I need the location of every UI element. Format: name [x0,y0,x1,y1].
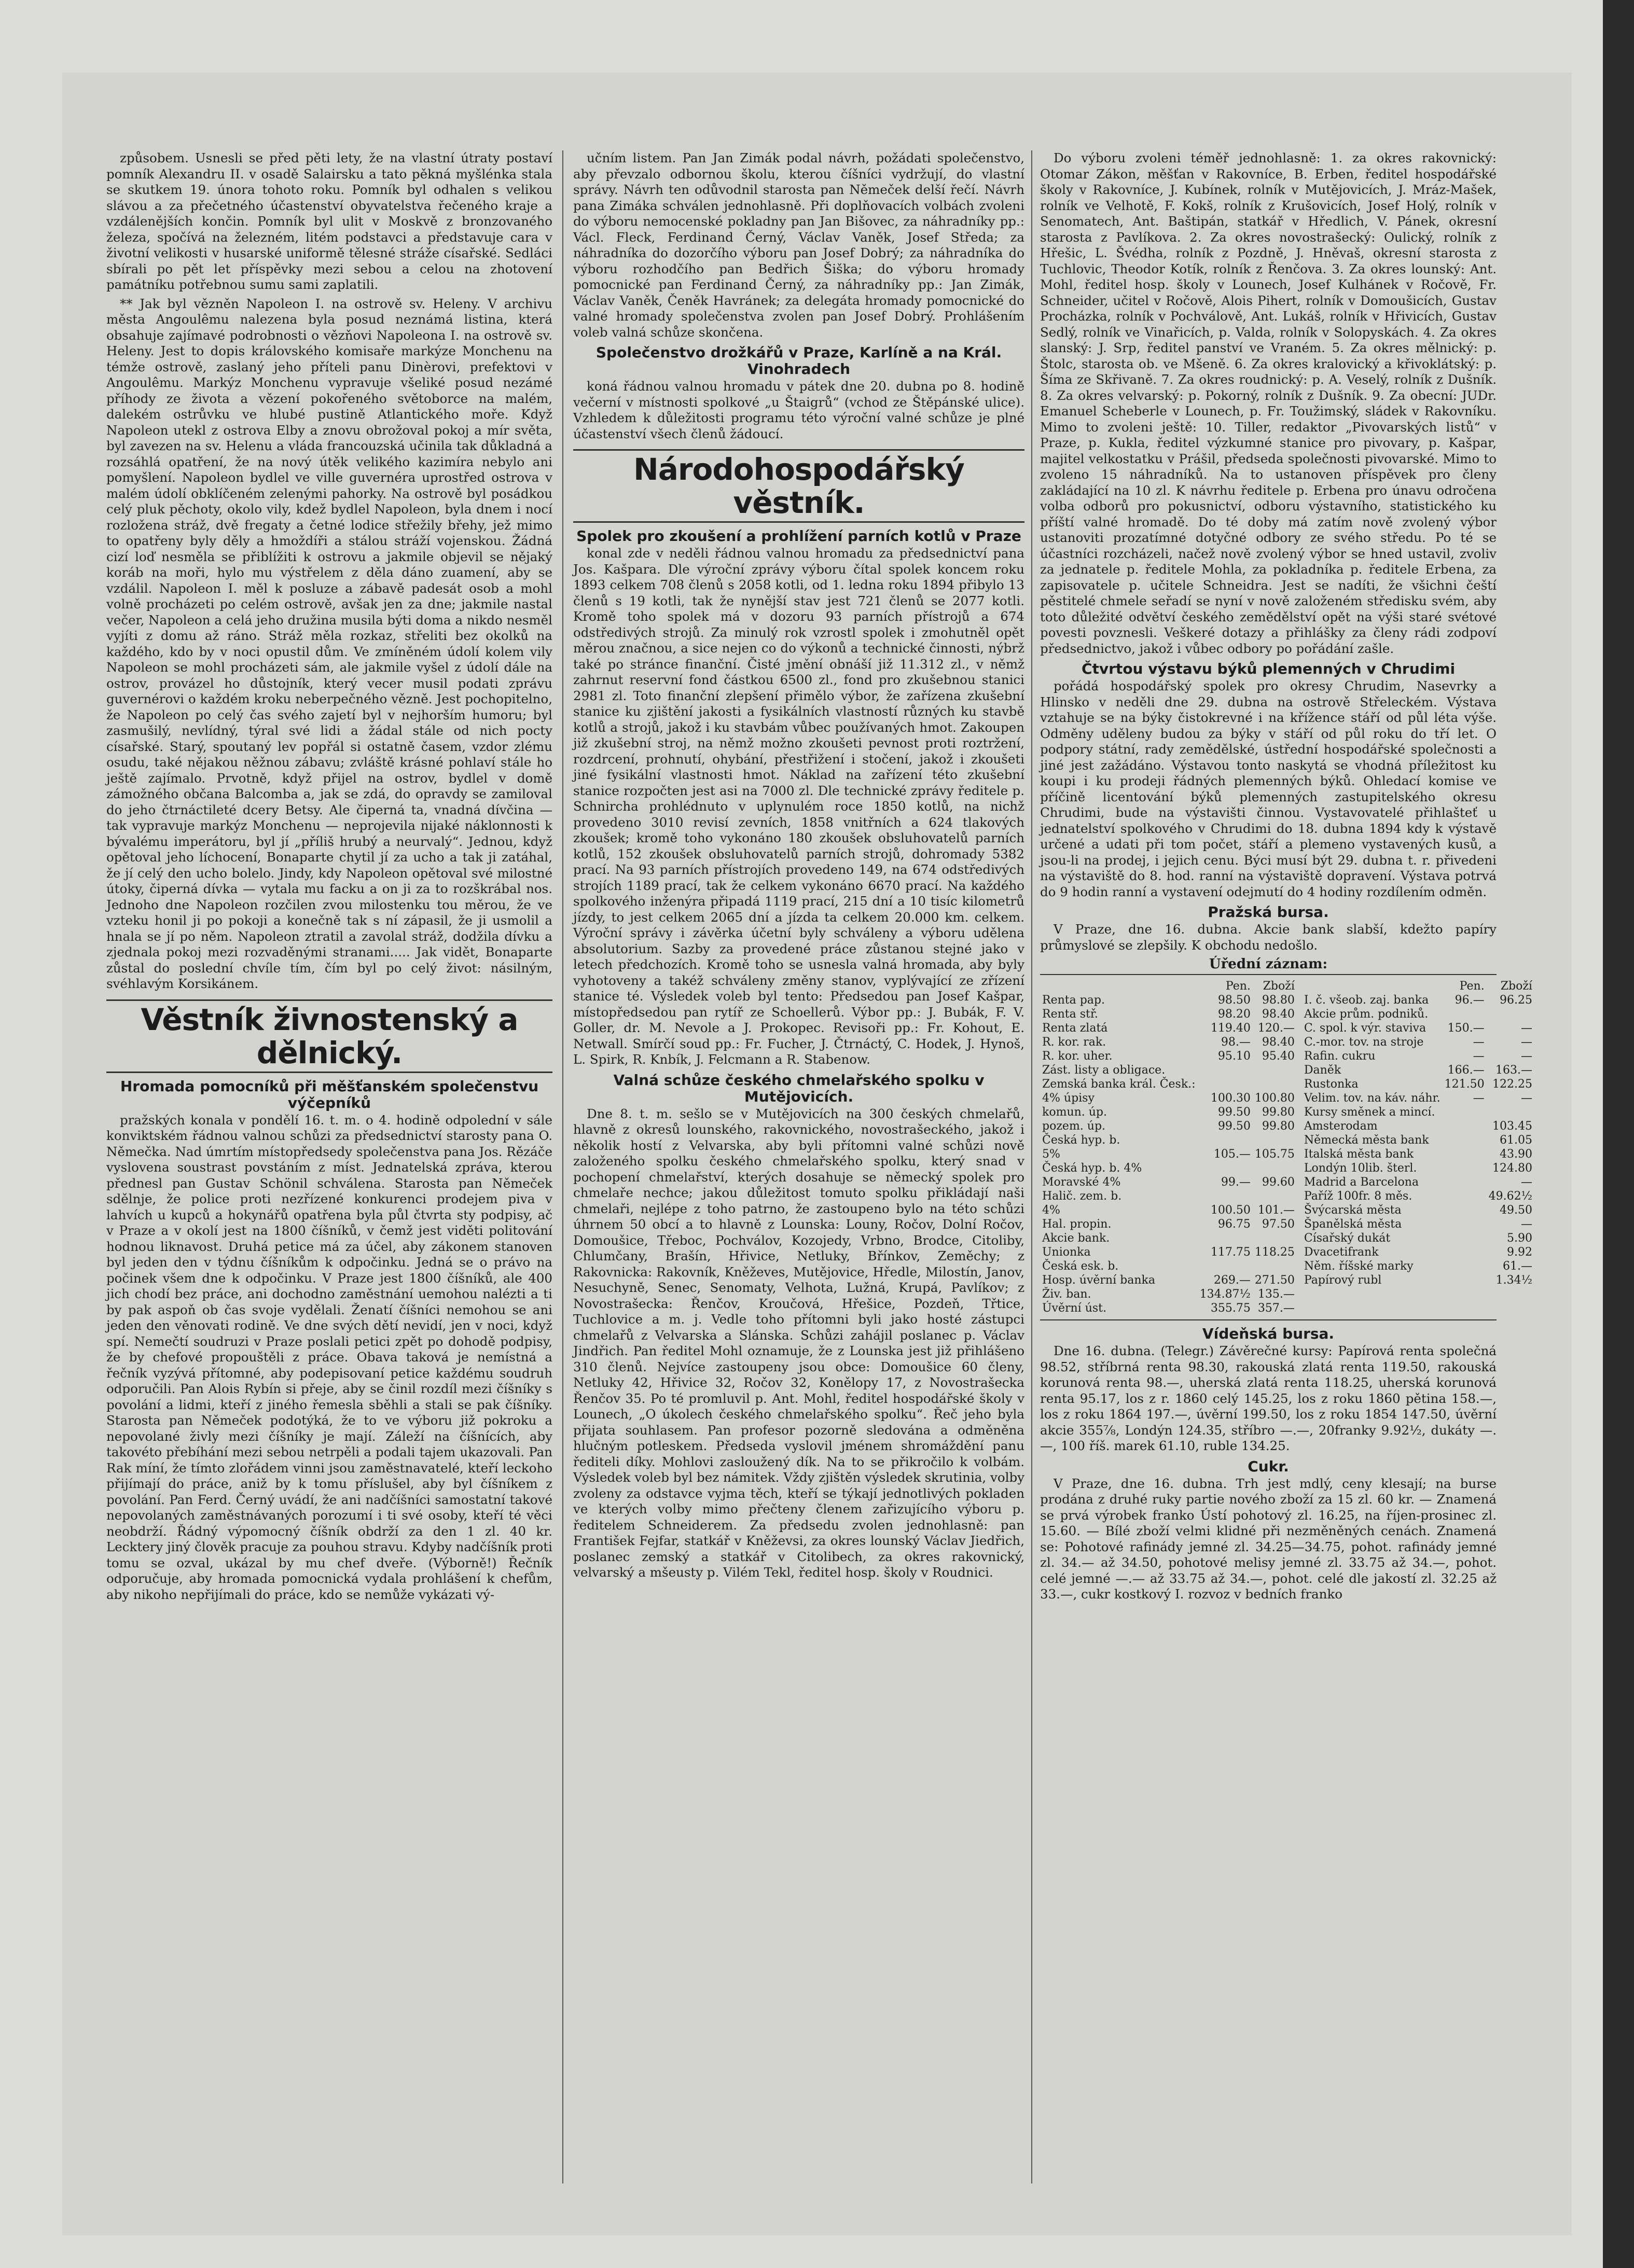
table-row [1040,1287,1297,1301]
table-row [1302,1189,1534,1203]
article-heading: Cukr. [1248,1457,1289,1475]
table-cell-value [1198,1259,1253,1273]
article-heading: Valná schůze českého chmelařského spolku v Mutějovicích. [613,1071,985,1105]
table-cell-label: Akcie bank. [1042,1232,1110,1245]
article-text: koná řádnou valnou hromadu v pátek dne 20. dubna po 8. hodině večerní v místnosti spolkové „u Štaigrů“ (vchod ze Štěpánské ulice). Vzhledem k důležitosti programu této výroční valné schůze je plné účastenství všech členů žádoucí. [573,379,1024,441]
header-pen: Pen. [1459,980,1485,993]
table-cell-value: 97.50 [1262,1218,1295,1231]
table-cell-value: 100.50 [1210,1204,1251,1217]
table-cell-value: 150.— [1447,1022,1485,1035]
section-title: Věstník živnostenský a dělnický. [106,999,552,1073]
table-cell-value: 269.— [1213,1274,1251,1287]
table-row [1040,1189,1297,1203]
table-cell-label: Londýn 10lib. šterl. [1304,1162,1417,1175]
table-cell-value [1443,1245,1487,1259]
table-row [1040,1063,1297,1077]
table-cell-value [1443,1105,1487,1119]
table-cell-value: — [1473,1050,1485,1063]
table-cell-value: 166.— [1447,1064,1485,1077]
table-cell-value: 119.40 [1210,1022,1251,1035]
table-cell-value [1198,1189,1253,1203]
table-cell-value [1443,1259,1487,1273]
table-cell-value [1443,1161,1487,1175]
article-text: Dne 8. t. m. sešlo se v Mutějovicích na 300 českých chmelařů, hlavně z okresů lounského, rakovnického, novostrašeckého, jakož i několik hostí z Velvarska, aby byli přítomni valné schůzi nově založeného spolku českého chmelařského spolku, který snad v pochopení chmelařství, kterých dosahuje se německý spolek pro chmelaře nechce; jakou důležitost tomuto spolku přikládají naši chmelaři, nejlépe z toho patrno, že zastoupeno bylo na této schůzi úhrnem 50 obcí a to hlavně z Lounska: Louny, Ročov, Dolní Ročov, Domoušice, Třeboc, Pochválov, Kozojedy, Vrbno, Brodce, Citoliby, Chlumčany, Brašín, Hřivice, Netluky, Břínkov, Zeměchy; z Rakovnicka: Rakovník, Kněževes, Mutějovice, Hředle, Milostín, Janov, Nesuchyně, Senec, Senomaty, Velhota, Lužná, Krupá, Pavlíkov; z Novostrašecka: Řenčov, Kroučová, Hřešice, Pozdeň, Třtice, Tuchlovice a m. j. Vedle toho přítomni byli jako hosté zástupci chmelařů z Velvarska a Slánska. Schůzi zahájil poslanec p. Václav Jindřich. Pan ředitel Mohl oznamuje, že z Lounska jest již přihlášeno 310 členů. Nejvíce zastoupeny jsou obce: Domoušice 60 členy, Netluky 42, Hřivice 32, Ročov 32, Konělopy 17, z Novostrašecka Řenčov 35. Po té promluvil p. Ant. Mohl, ředitel hospodářské školy v Lounech, „O úkolech českého chmelařského spolku“. Řeč jeho byla přijata souhlasem. Pan profesor pozorně sledována a odměněna hlučným potleskem. Předseda vyslovil jménem shromáždění panu řediteli díky. Mohlovi zasloužený dík. Na to se přikročilo k volbám. Výsledek voleb byl bez námitek. Vždy zjištěn výsledek skrutinia, volby zvoleny za odstavce vyjma těch, kteří se týkají jednotlivých pokladen ve kterých volby mimo přečteny členem zařizujícího výboru p. ředitelem Schneiderem. Za předsedu zvolen jednohlasně: pan František Fejfar, statkář v Kněževsi, za okres lounský Václav Jiedřich, poslanec zemský a statkář v Citolibech, za okres rakovnický, velvarský a mšeusty p. Vilém Tekl, ředitel hosp. školy v Roudnici. [573,1106,1024,1580]
table-row [1040,1161,1297,1175]
table-cell-value [1253,1133,1297,1147]
table-cell-label: R. kor. uher. [1042,1050,1113,1063]
article-heading: Hromada pomocníků při měšťanském společenstvu výčepníků [120,1077,539,1111]
table-row [1040,1119,1297,1133]
table-cell-value [1443,1231,1487,1245]
table-cell-value: 163.— [1495,1064,1532,1077]
table-title: Úřední záznam: [1209,956,1328,972]
table-row [1040,1203,1297,1217]
table-row [1040,1147,1297,1161]
table-row [1302,1217,1534,1231]
table-row [1040,1175,1297,1189]
table-cell-value: 99.50 [1217,1120,1251,1133]
table-cell-label: Rafin. cukru [1304,1050,1376,1063]
table-cell-value [1443,1133,1487,1147]
article-text: způsobem. Usnesli se před pěti lety, že na vlastní útraty postaví pomník Alexandru II. v osadě Salairsku a tato pěkná myšlénka stala se skutkem 19. února tohoto roku. Pomník byl odhalen s velikou slávou a za přečetného účastenství obyvatelstva řečeného kraje a vzdálenějších končin. Pomník byl ulit v Moskvě z bronzovaného železa, spočívá na železném, litém podstavci a představuje cara v životní velikosti v husarské uniformě tělesné stráže císařské. Sedláci sbírali po pět let příspěvky mezi sebou a celou na zhotovení památníku potřebnou sumu sami zaplatili. [106,150,552,292]
header-zbozi: Zboží [1500,980,1532,993]
table-cell-label: Amsterodam [1304,1120,1378,1133]
scan-edge [1603,0,1634,2268]
table-cell-label: Daněk [1304,1064,1341,1077]
table-cell-label: Hosp. úvěrní banka [1042,1274,1155,1287]
table-cell-label: Císařský dukát [1304,1232,1391,1245]
table-row [1040,1091,1297,1105]
table-cell-value: 43.90 [1499,1148,1532,1161]
table-cell-value: — [1520,1050,1532,1063]
table-cell-label: Renta pap. [1042,994,1105,1007]
table-cell-value [1198,1231,1253,1245]
table-cell-value: 96.75 [1217,1218,1251,1231]
table-cell-value: — [1520,1092,1532,1105]
table-header-row [1302,979,1534,993]
table-cell-value: 61.05 [1499,1134,1532,1147]
table-cell-value: 105.75 [1254,1148,1295,1161]
stock-table [1040,974,1532,1320]
table-cell-value: 118.25 [1254,1246,1295,1259]
article-text: V Praze, dne 16. dubna. Trh jest mdlý, ceny klesají; na burse prodána z druhé ruky partie nového zboží za 15 zl. 60 kr. — Znamená se prvá výrobek franko Ústí pohotový zl. 16.25, na říjen-prosinec zl. 15.60. — Bílé zboží velmi klidné při nezměněných cenách. Znamená se: Pohotové rafinády jemné zl. 34.25—34.75, pohot. rafinády jemné zl. 34.— až 34.50, pohotové melisy jemné zl. 33.75 až 34.—, pohot. celé jemné —.— až 33.75 až 34.—, pohot. celé dle jakostí zl. 32.25 až 33.—, cukr kostkový I. rozvoz v bedních franko [1040,1476,1497,1602]
table-row [1302,1021,1534,1035]
table-cell-value: 100.30 [1210,1092,1251,1105]
table-cell-value [1443,1119,1487,1133]
table-cell-value: 122.25 [1492,1078,1532,1091]
table-cell-value: 98.— [1221,1036,1251,1049]
section-title: Národohospodářský věstník. [573,449,1024,523]
article-napoleon: ** Jak byl vězněn Napoleon I. na ostrově sv. Heleny. V archivu města Angoulêmu nalezena byla posud neznámá listina, která obsahuje zajímavé podrobnosti o vězňovi Napoleona I. na ostrově sv. Heleny. Jest to dopis královského komisaře markýze Monchenu na témže ostrově, zaslaný jeho příteli panu Dinèrovi, prefektovi v Angoulêmu. Markýz Monchenu vypravuje všeliké posud nezámé příhody ze života a vězení pokořeného světoborce na malém, dalekém ostrůvku ve hlubé pustině Atlantického moře. Když Napoleon utekl z ostrova Elby a znovu obrožoval pokoj a mír světa, byl zavezen na sv. Helenu a vláda francouzská učinila tak důkladná a rozsáhlá opatření, že na nový útěk velikého kazimíra nebylo ani pomyšlení. Napoleon bydlel ve ville guvernéra uprostřed ostrova v malém údolí obklíčeném zelenými pahorky. Na ostrově byl posádkou celý pluk pěchoty, okolo vily, kdež bydlel Napoleon, byla dnem i nocí rozložena stráž, dvě fregaty a četné lodice střežily břehy, jež mimo to opatřeny byly děly a hmoždíři a stálou stráží vojenskou. Žádná cizí loď nesměla se přiblížiti k ostrovu a jakmile objevil se nějaký koráb na moři, hylo mu výstřelem z děla dáno zuamení, aby se vzdálil. Napoleon I. měl k posluze a zábavě padesát osob a mohl volně procházeti po celém ostrově, avšak jen za dne; jakmile nastal večer, Napoleon a celá jeho družina musila býti doma a nikdo nesměl vyjíti z domu až ráno. Stráž měla rozkaz, střeliti bez okolků na každého, kdo by v noci opustil dům. Ve zmíněném údolí kolem vily Napoleon se mohl procházeti sám, ale jakmile vyšel z údolí dále na ostrov, provázel ho důstojník, který vecer musil podati zprávu guvernérovi o každém kroku neberpečného vězně. Jest pochopitelno, že Napoleon po celý čas svého zajetí byl v nejhorším humoru; byl zasmušilý, nevlídný, týral své lidi a žádal stále od nich pocty císařské. Starý, spoutaný lev popřál si ostatně časem, vzdor zlému osudu, také nějakou něžnou zábavu; zvláště krásné pohlaví stále ho ještě zajímalo. Prvotně, když přijel na ostrov, bydlel v domě zámožného občana Balcomba a, jak se zdá, do opravdy se zamiloval do jeho čtrnáctileté dcery Betsy. Ale čiperná ta, vnadná dívčina — tak vypravuje markýz Monchenu — neprojevila nijaké náklonnosti k bývalému imperátoru, byl jí „příliš hrubý a neurvalý“. Jednou, když opětoval jeho líchocení, Bonaparte chytil jí za ucho a tak ji zatáhal, že jí celý den ucho bolelo. Jindy, kdy Napoleon opětoval své milostné útoky, čiperná dívka — vytala mu facku a on ji za to rozškrábal nos. Jednoho dne Napoleon rozčilen zvou milostenku tou měrou, že ve vzteku honil ji po pokoji a konečně tak s ní zápasil, že ji usmolil a hnala se jí po něm. Napoleon ztratil a zavolal stráž, dodžila dívku a zjednala pokoj mezi rozvaděnými stranami..... Jak vidět, Bonaparte zůstal do poslední chvíle tím, čím byl po celý život: násilným, svéhlavým Korsikánem. [106,296,552,991]
table-cell-value: 103.45 [1492,1120,1532,1133]
table-row [1302,1273,1534,1287]
article-heading: Čtvrtou výstavu býků plemenných v Chrudimi [1081,660,1456,677]
table-cell-value: 49.50 [1499,1204,1532,1217]
column-1 [106,150,552,2183]
article-text: Do výboru zvoleni téměř jednohlasně: 1. za okres rakovnický: Otomar Zákon, měšťan v Rakovníce, B. Erben, ředitel hospodářské školy v Rakovníce, J. Kubínek, rolník v Mutějovicích, J. Mráz-Mašek, rolník ve Velhotě, F. Kokš, rolník z Krušovicích, Josef Holý, rolník v Senomatech, Ant. Baštipán, statkář v Hředlich, V. Pánek, okresní starosta z Pavlíkova. 2. Za okres novostrašecký: Oulický, rolník z Hřešic, L. Švédha, rolník z Pozdně, J. Hněvaš, okresní starosta z Tuchlovic, Theodor Kotík, rolník z Řenčova. 3. Za okres lounský: Ant. Mohl, ředitel hosp. školy v Lounech, Josef Kulhánek v Ročově, Fr. Schneider, učitel v Ročově, Alois Pihert, rolník v Domoušicích, Gustav Procházka, rolník v Pochválově, Ant. Lukáš, rolník v Hřivicích, Gustav Sedlý, rolník ve Vinařicích, p. Valda, rolník v Solopyskách. 4. Za okres slanský: J. Srp, ředitel panství ve Vraném. 5. Za okres mělnický: p. Štolc, starosta ob. ve Mšeně. 6. Za okres kralovický a křivoklátský: p. Šíma ze Skřivaně. 7. Za okres roudnický: p. A. Veselý, rolník z Dušník. 8. Za okres velvarský: p. Pokorný, rolník z Dušník. 9. Za obecní: JUDr. Emanuel Scheberle v Lounech, p. Fr. Toužimský, sládek v Rakovníku. Mimo to zvoleni ještě: 10. Tiller, redaktor „Pivovarských listů“ v Praze, p. Kukla, ředitel výzkumné stanice pro pivovary, p. Kašpar, majitel velkostatku v Prášil, předseda společnosti pivovarské. Mimo to zvoleno 15 náhradníků. Na to ustanoven příspěvek pro členy zakládající na 10 zl. K návrhu ředitele p. Erbena pro únavu odročena volba odborů pro pokusnictví, odboru výstavního, statistického ku příští valné hromadě. Do té doby má zatím nově zvolený výbor ustanoviti prozatímné dotyčné odbory ze svého středu. Po té se účastníci rozcházeli, načež nově zvolený výbor se hned ustavil, zvoliv za jednatele p. ředitele Mohla, za pokladníka p. ředitele Erbena, za zapisovatele p. učitele Schneidra. Jest se nadíti, že všichni čeští pěstitelé chmele seřadí se nyní v nově založeném středisku svém, aby toto důležité odvětví českého zemědělství opět na výši staré svétové povesti povznesli. Veškeré dotazy a přihlášky za členy rádi zodpoví předsednictvo, jakož i vůbec odbory po pořádání zašle. [1040,150,1497,656]
table-row [1302,1147,1534,1161]
table-cell-value [1198,1063,1253,1077]
table-row [1302,1105,1534,1119]
table-row [1302,1091,1534,1105]
table-cell-value: 95.10 [1217,1050,1251,1063]
table-cell-label: Papírový rubl [1304,1274,1382,1287]
header-zbozi: Zboží [1263,980,1295,993]
table-header-row [1040,979,1297,993]
table-row [1040,993,1297,1007]
table-cell-value: — [1520,1176,1532,1189]
table-cell-label: Paříž 100fr. 8 měs. [1304,1190,1413,1203]
table-cell-value [1253,1161,1297,1175]
table-row [1040,1035,1297,1049]
table-row [1040,1021,1297,1035]
table-row [1302,1259,1534,1273]
article-text: V Praze, dne 16. dubna. Akcie bank slabší, kdežto papíry průmyslové se zlepšily. K obchodu nedošlo. [1040,922,1497,953]
table-cell-value [1443,1273,1487,1287]
table-cell-value [1253,1077,1297,1091]
table-cell-value: 271.50 [1254,1274,1295,1287]
table-row [1040,1245,1297,1259]
table-cell-label: 4% [1042,1204,1060,1217]
table-cell-label: C. spol. k výr. stavivа [1304,1022,1427,1035]
table-cell-label: Německá města bank [1304,1134,1429,1147]
table-row [1302,1035,1534,1049]
article-heading: Spolek pro zkoušení a prohlížení parních kotlů v Praze [576,527,1021,545]
table-row [1040,1049,1297,1063]
table-row [1040,1217,1297,1231]
table-cell-value: 120.— [1257,1022,1295,1035]
table-cell-value [1198,1077,1253,1091]
table-row [1040,1301,1297,1315]
table-cell-label: Něm. říšské marky [1304,1260,1414,1273]
table-cell-value: 124.80 [1492,1162,1532,1175]
table-cell-label: R. kor. rak. [1042,1036,1106,1049]
table-cell-label: Španělská města [1304,1218,1402,1231]
table-cell-label: pozem. úp. [1042,1120,1106,1133]
table-cell-label: Hal. propin. [1042,1218,1112,1231]
table-cell-value [1253,1063,1297,1077]
table-cell-value [1487,1105,1534,1119]
article-text: pražských konala v pondělí 16. t. m. o 4. hodině odpolední v sále konviktském řádnou valnou schůzi za předsednictví starosty pana O. Němečka. Nad úmrtím místopředsedy společenstva pana Jos. Rězáče vyslovena soustrast povstáním z míst. Jednatelská zpráva, kterou přednesl pan Gustav Schönil schválena. Starosta pan Němeček sdělnje, že police proti nezřízené konkurenci prodejem piva v lahvích u kupců a hokynářů opatřena byla půl čtvrta sty podpisy, ač v Praze a v okolí jest na 1800 číšníků, v čemž jest viděti politování hodnou liknavost. Druhá petice má za účel, aby zákonem stanoven byl jeden den v týdnu číšníkům k odpočinku. Jedná se o právo na počinek všem dne k odpočinku. V Praze jest 1800 číšníků, ale 400 jich chodí bez práce, ani dochodno zaměstnání uemohou nalézti a ti by pak aspoň ob čas svoje vydělali. Ženatí číšníci nemohou se ani jeden den věnovati rodině. Ve dne svých dětí nevidí, jen v noci, když spí. Nemečtí soudruzi v Praze poslali petici zpět po dohodě podpisy, že by chefové propouštěli z práce. Obava taková je nemístná a řečník vyzývá přítomné, aby podepisovaní petice každému soudruh odporučili. Pan Alois Rybín si přeje, aby se činil rozdíl mezi číšníky s povolání a lidmi, kteří z jiného řemesla sběhli a stali se pak číšníky. Starosta pan Němeček podotýká, že to ve výboru již pokroku a nepovolané živly mezi číšníky je mají. Záleží na číšnících, aby takovéto přebíhání mezi sebou netrpěli a podali tajem ukazovali. Pan Rak míní, že tímto zlořádem vinni jsou zaměstnavatelé, kteří leckoho přijímají do práce, aniž by k tomu příslušel, aby byl číšníkem z povolání. Pan Ferd. Černý uvádí, že ani nadčíšníci samostatní takové nepovolaných zaměstnávaných porozumí i ti své osoby, kteří té věci neobdrží. Řádný výpomocný číšník obdrží za den 1 zl. 40 kr. Lecktery jiný člověk pracuje za pouhou stravu. Kdyby nadčíšník proti tomu se ozval, ukázal by mu chef dveře. (Výborně!) Řečník odporučuje, aby hromada pomocnická vydala prohlášení k chefům, aby nikoho nepřijímali do práce, kdo se nemůže vykázati vý- [106,1112,552,1602]
table-cell-value: 98.40 [1262,1036,1295,1049]
table-cell-value: 105.— [1213,1148,1251,1161]
table-row [1040,1007,1297,1021]
table-row [1040,1273,1297,1287]
table-cell-value [1253,1231,1297,1245]
article-text: konal zde v neděli řádnou valnou hromadu za předsednictví pana Jos. Kašpara. Dle výroční zprávy výboru čítal spolek koncem roku 1893 celkem 708 členů s 2058 kotli, od 1. ledna roku 1894 přibylo 13 členů s 19 kotli, tak že nynější stav jest 721 členů se 2077 kotli. Kromě toho spolek má v dozoru 93 parních přístrojů a 674 odstředivých strojů. Za minulý rok vzrostl spolek i zmohutněl opět měrou značnou, a sice nejen co do výkonů a technické činnosti, nýbrž také po stránce finanční. Čisté jmění obnáší již 11.312 zl., v němž zahrnut reservní fond částkou 6500 zl., fond pro zkušebnou stanici 2981 zl. Toto finanční zlepšení přimělo výbor, že zařízena zkušební stanice ku zjištění jakosti a fysikálních vlastností různých ku stavbě kotlů a strojů, jakož i ku stavbám vůbec používaných hmot. Zakoupen již zkušební stroj, na němž možno zkoušeti pevnost proti roztržení, rozdrcení, prohnutí, ohybání, přestřižení i stočení, jakož i zkoušeti jiné fysikální vlastnosti hmot. Náklad na zařízení této zkušební stanice rozpočten jest asi na 7000 zl. Dle technické zprávy ředitele p. Schnircha prohlédnuto v uplynulém roce 1850 kotlů, na nichž provedeno 3010 revisí zevních, 1858 vnitřních a 624 tlakových zkoušek; kromě toho vykonáno 180 zkoušek obsluhovatelů parních kotlů, 152 zkoušek obsluhovatelů parních strojů, dohromady 5382 prací. Na 93 parních přístrojích provedeno 149, na 674 odstředivých strojích 1189 prací, tak že celkem vykonáno 6670 prací. Na každého spolkového inženýra připadá 1119 prací, 215 dní a 10 tisíc kilometrů jízdy, to jest celkem 2065 dní a jízda ta celkem 20.000 km. celkem. Výroční správy i závěrka účetní byly schváleny a výboru udělena absolutorium. Sazby za provedené práce zůstanou stejné jako v letech předchozích. Kromě toho se usnesla valná hromada, aby byly vyhotoveny a takéž schváleny změny stanov, vyplývající ze zřízení stanice té. Výsledek voleb byl tento: Předsedou pan Josef Kašpar, místopředsedou pan rytíř ze Schoellerů. Výbor pp.: J. Bubák, F. V. Goller, dr. M. Nevole a J. Prokopec. Revisoři pp.: Fr. Kohout, E. Netwall. Smírčí soud pp.: Fr. Fucher, J. Čtrnáctý, C. Hodek, J. Hynoš, L. Spirk, R. Knbík, J. Felcmann a R. Stabenow. [573,546,1024,1067]
table-cell-value: — [1520,1022,1532,1035]
table-cell-label: I. č. všeob. zaj. banka [1304,994,1429,1007]
table-cell-value [1487,1007,1534,1021]
table-row [1302,1007,1534,1021]
table-cell-value: 100.80 [1254,1092,1295,1105]
table-row [1040,1105,1297,1119]
table-cell-value: 121.50 [1444,1078,1485,1091]
table-cell-label: Unionka [1042,1246,1091,1259]
table-cell-label: komun. úp. [1042,1106,1107,1119]
table-row [1040,1259,1297,1273]
column-3 [1040,150,1532,2183]
article-text: učním listem. Pan Jan Zimák podal návrh, požádati společenstvo, aby převzalo odbornou školu, kterou číšníci vydržují, do vlastní správy. Návrh ten odůvodnil starosta pan Němeček delší řečí. Návrh pana Zimáka schválen jednohlasně. Při doplňovacích volbách zvoleni do výboru nemocenské pokladny pan Jan Bišovec, za náhradníky pp.: Václ. Fleck, Ferdinand Černý, Václav Vaněk, Josef Středa; za náhradníka do dozorčího výboru pan Josef Dobrý; za náhradníka do výboru rozhodčího pan Bedřich Šiška; do výboru hromady pomocnické pan Ferdinand Černý, za náhradníky pp.: Jan Zimák, Václav Vaněk, Čeněk Havránek; za delegáta hromady pomocnické do valné hromady společenstva zvolen pan Josef Dobrý. Prohlášením voleb valná schůze skončena. [573,150,1024,340]
table-cell-value: 61.— [1502,1260,1532,1273]
table-cell-value: 99.80 [1262,1106,1295,1119]
table-row [1302,1175,1534,1189]
table-cell-value: 135.— [1257,1288,1295,1301]
article-heading: Pražská bursa. [1208,903,1329,921]
table-cell-value: 117.75 [1210,1246,1251,1259]
table-cell-value: 96.25 [1499,994,1532,1007]
table-cell-value: 99.— [1221,1176,1251,1189]
table-cell-label: Úvěrní úst. [1042,1302,1106,1315]
table-cell-value: 5.90 [1506,1232,1532,1245]
table-cell-value: 98.20 [1217,1008,1251,1021]
table-cell-label: C.-mor. tov. na stroje [1304,1036,1424,1049]
table-cell-value: — [1520,1218,1532,1231]
column-rule-1 [562,150,563,2183]
article-text: Dne 16. dubna. (Telegr.) Závěrečné kursy: Papírová renta společná 98.52, stříbrná renta 98.30, rakouská zlatá renta 119.50, rakouská korunová renta 98.—, uherská zlatá renta 118.25, uherská korunová renta 95.17, los z r. 1860 celý 145.25, los z roku 1860 pětina 158.—, los z roku 1864 197.—, úvěrní 199.50, los z roku 1854 147.50, úvěrní akcie 355⅞, Londýn 124.35, stříbro —.—, 20franky 9.92½, dukáty —.—, 100 říš. marek 61.10, ruble 134.25. [1040,1343,1497,1453]
table-cell-label: Madrid a Barcelona [1304,1176,1419,1189]
table-cell-value: 1.34½ [1495,1274,1532,1287]
table-row [1302,1203,1534,1217]
table-cell-value: 357.— [1257,1302,1295,1315]
article-heading: Společenstvo drožkářů v Praze, Karlíně a na Král. Vinohradech [596,344,1002,378]
table-cell-label: Živ. ban. [1042,1288,1091,1301]
table-cell-value: 98.40 [1262,1008,1295,1021]
table-row [1302,1245,1534,1259]
table-cell-label: 4% úpisy [1042,1092,1095,1105]
table-row [1040,1077,1297,1091]
header-pen: Pen. [1225,980,1251,993]
table-cell-value: 134.87½ [1199,1288,1251,1301]
table-cell-value: 101.— [1257,1204,1295,1217]
table-cell-value: 99.60 [1262,1176,1295,1189]
table-row [1302,1133,1534,1147]
table-cell-value [1443,1189,1487,1203]
table-cell-label: 5% [1042,1148,1060,1161]
stock-table-right [1302,979,1534,1287]
table-cell-value [1443,1147,1487,1161]
table-cell-value: 98.80 [1262,994,1295,1007]
stock-table-left [1040,979,1297,1315]
table-cell-value [1253,1189,1297,1203]
table-cell-value [1443,1175,1487,1189]
table-cell-value: 99.80 [1262,1120,1295,1133]
table-cell-value [1443,1007,1487,1021]
table-row [1302,1161,1534,1175]
table-cell-value [1443,1217,1487,1231]
table-row [1302,1049,1534,1063]
table-cell-value: 9.92 [1506,1246,1532,1259]
table-cell-value: 355.75 [1210,1302,1251,1315]
table-cell-label: Italská města bank [1304,1148,1414,1161]
table-cell-value: — [1520,1036,1532,1049]
table-cell-value [1198,1133,1253,1147]
table-cell-value: 96.— [1455,994,1485,1007]
table-cell-label: Renta stř. [1042,1008,1098,1021]
table-cell-value: 49.62½ [1488,1190,1532,1203]
column-rule-2 [1031,150,1032,2183]
table-row [1302,1231,1534,1245]
table-row [1040,1231,1297,1245]
table-cell-value: 99.50 [1217,1106,1251,1119]
table-cell-value [1443,1203,1487,1217]
table-cell-label: Česká hyp. b. 4% [1042,1162,1142,1175]
table-cell-label: Rustonka [1304,1078,1359,1091]
table-cell-label: Kursy směnek a mincí. [1304,1106,1435,1119]
table-cell-value [1253,1259,1297,1273]
table-row [1302,1077,1534,1091]
article-heading: Vídeňská bursa. [1202,1325,1335,1342]
article-text: pořádá hospodářský spolek pro okresy Chrudim, Nasevrky a Hlinsko v neděli dne 29. dubna na ostrově Střeleckém. Výstava vztahuje se na býky čistokrevné i na křížence stáří od půl léta výše. Odměny uděleny budou za býky v stáří od půl roku do tří let. O podpory státní, rady zemědělské, ústřední hospodářské společnosti a jiné jest zažádáno. Výstavou tonto naskytá se vhodná příležitost ku koupi i ku prodeji řádných plemenných býků. Ohledací komise ve příčině licentování býků plemenných zastupitelského okresu Chrudimi, bude na výstavišti činnou. Vystavovatelé přihlašteť u jednatelství spolkového v Chrudimi do 18. dubna 1894 kdy k výstavě určené a udati při tom počet, stáří a plemeno vystavených kusů, a jsou-li na prodej, i jejich cenu. Býci musí být 29. dubna t. r. přivedeni na výstaviště do 8. hod. ranní na výstaviště dopravení. Výstava potrvá do 9 hodin ranní a vystavení odejmutí do 4 hodiny rozdílením odměn. [1040,678,1497,899]
table-row [1040,1133,1297,1147]
table-cell-label: Zást. listy a obligace. [1042,1064,1166,1077]
table-cell-label: Zemská banka král. Česk.: [1042,1078,1196,1091]
table-cell-value [1198,1161,1253,1175]
table-cell-label: Akcie prům. podniků. [1304,1008,1429,1021]
column-2 [573,150,1024,2183]
table-cell-label: Velim. tov. na káv. náhr. [1304,1092,1441,1105]
table-cell-label: Halič. zem. b. [1042,1190,1122,1203]
table-row [1302,1119,1534,1133]
table-row [1302,993,1534,1007]
table-cell-value: 98.50 [1217,994,1251,1007]
table-cell-label: Moravské 4% [1042,1176,1121,1189]
table-cell-value: — [1473,1036,1485,1049]
table-cell-label: Česká hyp. b. [1042,1134,1120,1147]
table-cell-label: Renta zlatá [1042,1022,1108,1035]
table-cell-label: Švýcarská města [1304,1204,1402,1217]
table-cell-label: Dvacetifrank [1304,1246,1379,1259]
table-cell-value: — [1473,1092,1485,1105]
table-cell-value: 95.40 [1262,1050,1295,1063]
table-cell-label: Česká esk. b. [1042,1260,1119,1273]
table-row [1302,1063,1534,1077]
